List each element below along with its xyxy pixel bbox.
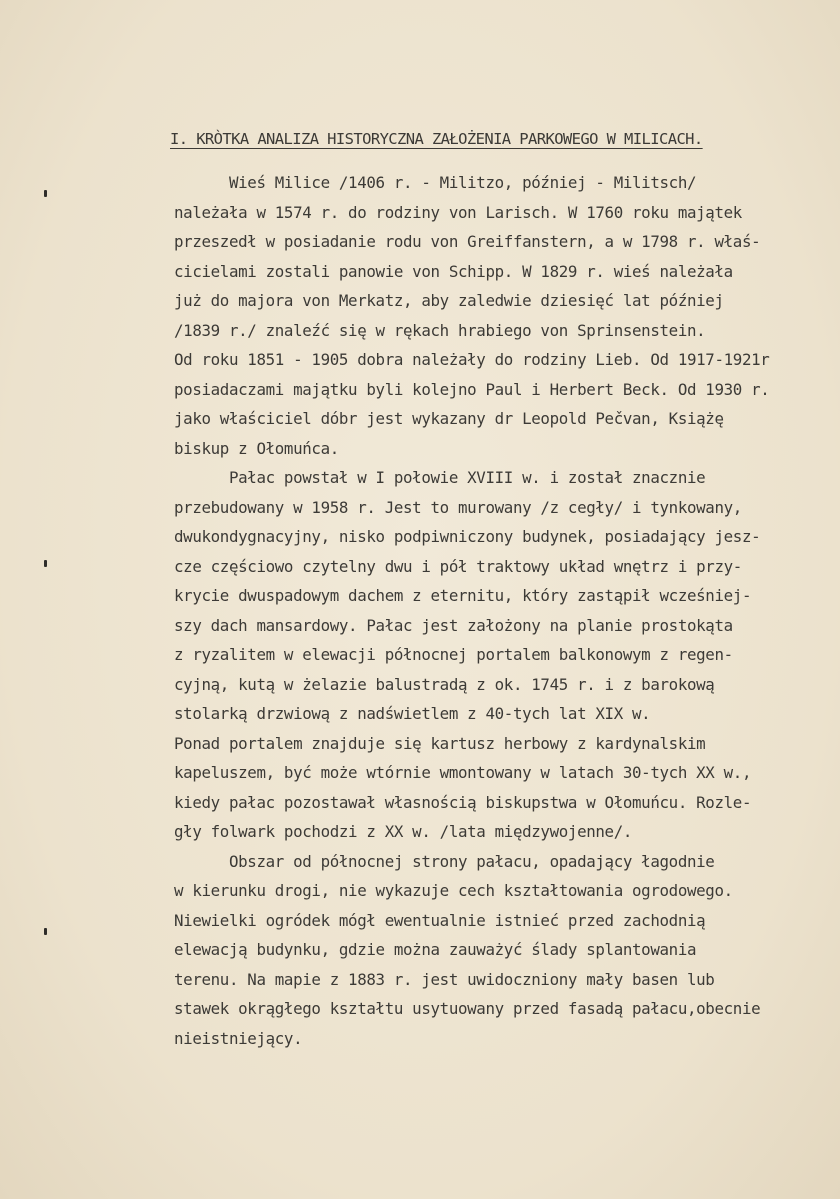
text-line: Pałac powstał w I połowie XVIII w. i został znacznie (174, 468, 706, 487)
text-line: należała w 1574 r. do rodziny von Larisch. W 1760 roku majątek (174, 202, 742, 222)
margin-mark-bottom (44, 928, 47, 935)
text-line: Od roku 1851 - 1905 dobra należały do rodziny Lieb. Od 1917-1921r (174, 350, 770, 369)
text-line: w kierunku drogi, nie wykazuje cech kształtowania ogrodowego. (174, 881, 733, 900)
document-title: I. KRÒTKA ANALIZA HISTORYCZNA ZAŁOŻENIA PARKOWEGO W MILICACH. (170, 130, 703, 148)
text-line: Obszar od północnej strony pałacu, opadający łagodnie (174, 851, 715, 871)
text-line: szy dach mansardowy. Pałac jest założony na planie prostokąta (174, 615, 733, 635)
margin-mark-top (44, 190, 47, 197)
text-line: kiedy pałac pozostawał własnością biskupstwa w Ołomuńcu. Rozle- (174, 792, 752, 812)
text-line: cicielami zostali panowie von Schipp. W 1829 r. wieś należała (174, 261, 733, 281)
text-line: krycie dwuspadowym dachem z eternitu, który zastąpił wcześniej- (174, 586, 752, 605)
text-line: przebudowany w 1958 r. Jest to murowany /z cegły/ i tynkowany, (174, 497, 742, 517)
text-line: stolarką drzwiową z nadświetlem z 40-tych lat XIX w. (174, 704, 651, 723)
text-line: posiadaczami majątku byli kolejno Paul i Herbert Beck. Od 1930 r. (174, 379, 770, 399)
text-line: biskup z Ołomuńca. (174, 438, 339, 458)
text-line: Ponad portalem znajduje się kartusz herbowy z kardynalskim (174, 733, 706, 753)
text-line: gły folwark pochodzi z XX w. /lata międzywojenne/. (174, 822, 633, 841)
text-line: już do majora von Merkatz, aby zaledwie dziesięć lat później (174, 291, 724, 310)
text-line: /1839 r./ znaleźć się w rękach hrabiego von Sprinsenstein. (174, 320, 706, 340)
text-line: stawek okrągłego kształtu usytuowany przed fasadą pałacu,obecnie (174, 999, 761, 1018)
text-line: elewacją budynku, gdzie można zauważyć ślady splantowania (174, 940, 697, 959)
text-line: cze częściowo czytelny dwu i pół traktowy układ wnętrz i przy- (174, 556, 742, 576)
text-line: nieistniejący. (174, 1028, 303, 1048)
text-line: Niewielki ogródek mógł ewentualnie istnieć przed zachodnią (174, 910, 706, 930)
text-line: przeszedł w posiadanie rodu von Greiffanstern, a w 1798 r. właś- (174, 232, 761, 251)
text-line: cyjną, kutą w żelazie balustradą z ok. 1745 r. i z barokową (174, 674, 715, 694)
text-line: kapeluszem, być może wtórnie wmontowany w latach 30-tych XX w., (174, 763, 752, 782)
text-line: jako właściciel dóbr jest wykazany dr Leopold Pečvan, Książę (174, 409, 724, 428)
text-line: z ryzalitem w elewacji północnej portalem balkonowym z regen- (174, 645, 733, 664)
text-line: terenu. Na mapie z 1883 r. jest uwidoczniony mały basen lub (174, 969, 715, 989)
margin-mark-middle (44, 560, 47, 567)
text-line: dwukondygnacyjny, nisko podpiwniczony budynek, posiadający jesz- (174, 527, 761, 546)
document-body (174, 168, 834, 1053)
text-line: Wieś Milice /1406 r. - Militzo, później - Militsch/ (174, 173, 697, 192)
